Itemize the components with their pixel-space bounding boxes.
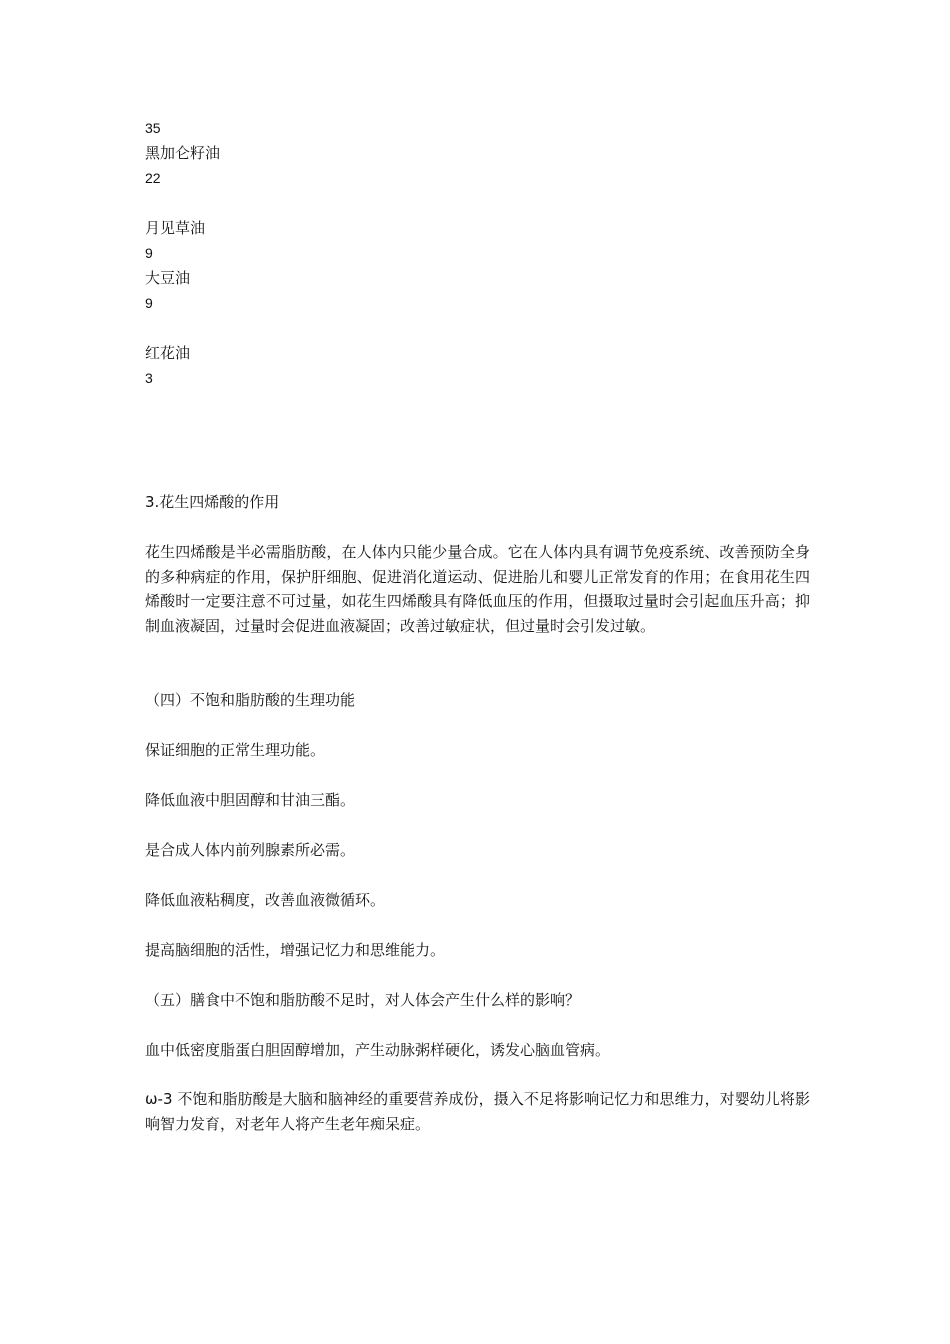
oil-value: 35 [145, 120, 161, 136]
oil-value: 3 [145, 370, 153, 386]
body-paragraph: 花生四烯酸是半必需脂肪酸，在人体内只能少量合成。它在人体内具有调节免疫系统、改善预防全身的多种病症的作用，保护肝细胞、促进消化道运动、促进胎儿和婴儿正常发育的作用；在食用花生四烯酸时一定要注意不可过量，如花生四烯酸具有降低血压的作用，但摄取过量时会引起血压升高；抑制血液凝固，过量时会促进血液凝固；改善过敏症状，但过量时会引发过敏。 [145, 543, 810, 635]
body-paragraph: 血中低密度脂蛋白胆固醇增加，产生动脉粥样硬化，诱发心脑血管病。 [145, 1041, 611, 1059]
oil-value: 9 [145, 295, 153, 311]
oil-name: 黑加仑籽油 [145, 144, 221, 162]
section-heading: （四）不饱和脂肪酸的生理功能 [145, 691, 356, 709]
body-paragraph: ω-3 不饱和脂肪酸是大脑和脑神经的重要营养成份，摄入不足将影响记忆力和思维力，对婴幼儿将影响智力发育，对老年人将产生老年痴呆症。 [145, 1090, 810, 1133]
section-heading: （五）膳食中不饱和脂肪酸不足时，对人体会产生什么样的影响？ [145, 991, 581, 1009]
list-item: 是合成人体内前列腺素所必需。 [145, 841, 356, 859]
oil-name: 大豆油 [145, 269, 191, 287]
list-item: 保证细胞的正常生理功能。 [145, 741, 326, 759]
oil-name: 月见草油 [145, 219, 206, 237]
list-item: 降低血液中胆固醇和甘油三酯。 [145, 791, 356, 809]
section-heading: 3.花生四烯酸的作用 [145, 493, 280, 511]
oil-value: 9 [145, 245, 153, 261]
oil-value: 22 [145, 170, 161, 186]
list-item: 提高脑细胞的活性，增强记忆力和思维能力。 [145, 941, 446, 959]
oil-name: 红花油 [145, 344, 191, 362]
list-item: 降低血液粘稠度，改善血液微循环。 [145, 891, 386, 909]
